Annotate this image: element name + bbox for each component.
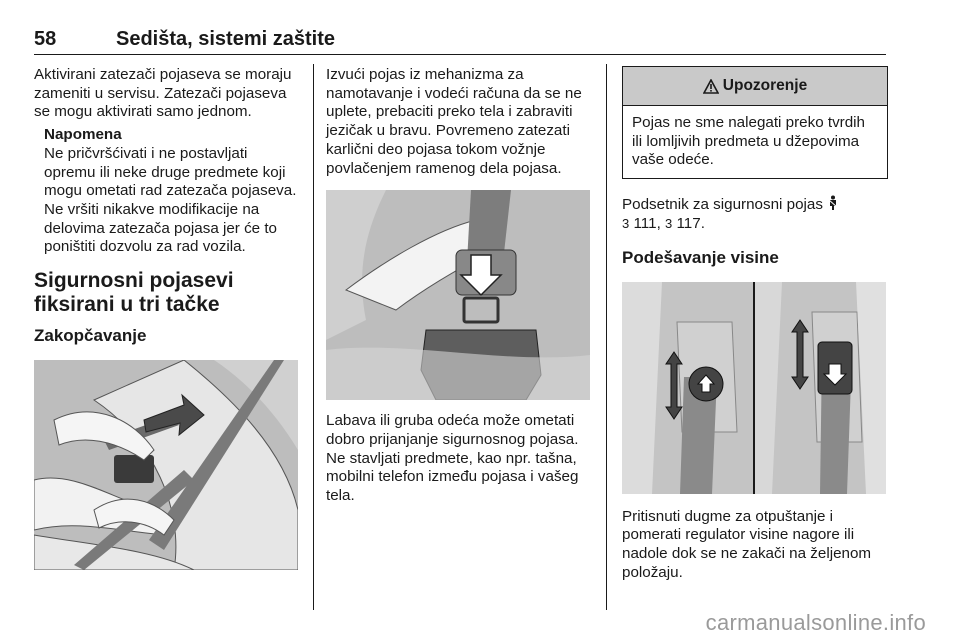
- note-block: [44, 126, 300, 257]
- column-left: [34, 66, 300, 570]
- warning-box: [622, 66, 888, 179]
- page-reference-2[interactable]: [665, 215, 701, 232]
- reference-arrow-icon: 3: [665, 215, 673, 231]
- note-text: Ne pričvršćivati i ne postavljati opremu ili neke druge predmete koji mogu ometati rad zatezača pojaseva. Ne vršiti nikakve modifikacije na delovima zatezača pojasa jer će to poništiti dozvolu za rad vozila.: [44, 144, 297, 256]
- tensioner-paragraph: Aktivirani zatezači pojaseva se moraju zameniti u servisu. Zatezači pojaseva se mogu aktivirati samo jednom.: [34, 66, 292, 121]
- column-right: [622, 66, 888, 582]
- buckling-paragraph: Izvući pojas iz mehanizma za namotavanje i vodeći računa da se ne uplete, prebaciti preko tela i zabraviti jezičak u bravu. Povremeno zatezati karlični deo pojasa tokom vožnje povlačenjem ramenog dela pojasa.: [326, 66, 582, 177]
- column-middle: [326, 66, 592, 506]
- seatbelt-person-icon: [827, 195, 839, 211]
- column-divider-left: [313, 64, 314, 610]
- ref-page-117: 117: [676, 214, 701, 232]
- warning-title: Upozorenje: [722, 77, 808, 94]
- section-heading: Sigurnosni pojasevi fiksirani u tri tačke: [34, 269, 234, 316]
- reminder-text: Podsetnik za sigurnosni pojas: [622, 196, 823, 214]
- buckle-illustration: [326, 190, 590, 400]
- column-divider-right: [606, 64, 607, 610]
- clothing-paragraph: Labava ili gruba odeća može ometati dobro prijanjanje sigurnosnog pojasa. Ne stavljati predmete, kao npr. tašna, mobilni telefon između pojasa i vašeg tela.: [326, 412, 579, 505]
- height-adjust-illustration: [622, 282, 886, 494]
- warning-text: Pojas ne sme nalegati preko tvrdih ili lomljivih predmeta u džepovima vaše odeće.: [632, 114, 866, 169]
- ref-page-111: 111: [633, 214, 657, 232]
- note-title: Napomena: [44, 126, 122, 144]
- warning-triangle-icon: [703, 79, 719, 94]
- reminder-paragraph: Podsetnik za sigurnosni pojas 3 111, 3 117.: [622, 195, 888, 233]
- page-reference-1[interactable]: [622, 215, 657, 232]
- height-adjust-paragraph: Pritisnuti dugme za otpuštanje i pomerati regulator visine nagore ili nadole dok se ne zakači na željenom položaju.: [622, 507, 872, 581]
- fastening-illustration: [34, 360, 298, 570]
- watermark: carmanualsonline.info: [705, 610, 926, 635]
- page-number: 58: [34, 28, 57, 50]
- page-title: Sedišta, sistemi zaštite: [116, 28, 335, 50]
- page-header: [34, 26, 886, 55]
- reference-arrow-icon: 3: [622, 215, 630, 231]
- fastening-subheading: Zakopčavanje: [34, 326, 147, 346]
- height-adjust-subheading: Podešavanje visine: [622, 247, 779, 267]
- warning-header: [623, 67, 887, 106]
